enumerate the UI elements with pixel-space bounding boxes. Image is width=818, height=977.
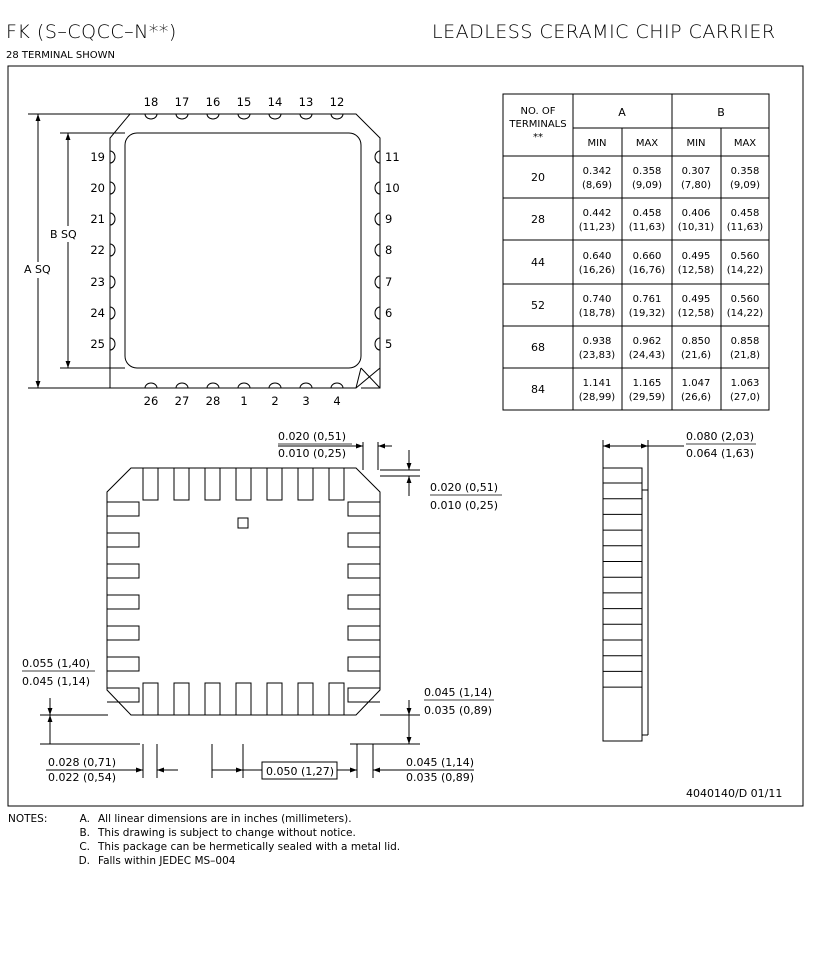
pad <box>329 468 344 500</box>
dim-pad-extent-min: 0.035 (0,89) <box>424 704 493 717</box>
table-cell-terminals: 84 <box>531 383 545 396</box>
pad <box>107 657 139 671</box>
dim-pad-pitch-gap-min: 0.022 (0,54) <box>48 771 117 784</box>
table-cell-inch: 0.962 <box>632 336 662 347</box>
pin-bump <box>207 114 219 119</box>
package-subtitle: 28 TERMINAL SHOWN <box>6 50 116 61</box>
dim-pad-length-min: 0.045 (1,14) <box>22 675 91 688</box>
pin-bump <box>110 276 115 288</box>
pin-bump <box>207 383 219 388</box>
table-cell-inch: 0.495 <box>681 251 711 262</box>
pin-number: 26 <box>143 394 159 408</box>
table-cell-mm: (21,6) <box>680 350 712 361</box>
table-cell-terminals: 28 <box>531 213 545 226</box>
table-cell-mm: (9,09) <box>729 180 761 191</box>
table-cell-terminals: 68 <box>531 341 545 354</box>
dim-height-max: 0.080 (2,03) <box>686 430 755 443</box>
pin-number: 20 <box>90 181 105 195</box>
table-cell-mm: (21,8) <box>729 350 761 361</box>
pin-number: 3 <box>302 394 310 408</box>
table-cell-inch: 0.442 <box>582 208 612 219</box>
table-header-a-max: MAX <box>635 138 659 149</box>
table-cell-mm: (27,0) <box>729 392 761 403</box>
pin-bump <box>375 151 380 163</box>
table-cell-inch: 1.063 <box>730 378 760 389</box>
pin-number: 6 <box>385 306 393 320</box>
pin-number: 1 <box>240 394 248 408</box>
pad <box>267 468 282 500</box>
table-cell-terminals: 20 <box>531 171 545 184</box>
dim-pad-width-min: 0.010 (0,25) <box>278 447 347 460</box>
dim-pad-depth-min: 0.010 (0,25) <box>430 499 499 512</box>
package-type-title: LEADLESS CERAMIC CHIP CARRIER <box>432 21 776 43</box>
table-cell-mm: (11,23) <box>578 222 616 233</box>
table-cell-inch: 0.458 <box>730 208 760 219</box>
pin-number: 5 <box>385 337 393 351</box>
table-cell-inch: 0.850 <box>681 336 711 347</box>
bottom-pads <box>107 468 380 715</box>
dim-height-min: 0.064 (1,63) <box>686 447 755 460</box>
dim-pad-extent <box>350 700 420 744</box>
top-view <box>110 114 380 388</box>
pin-bump <box>300 114 312 119</box>
pin-number: 12 <box>329 95 345 109</box>
note-letter: B. <box>79 827 90 839</box>
notes-label: NOTES: <box>8 813 48 825</box>
table-cell-inch: 0.938 <box>582 336 612 347</box>
pin-bump <box>375 338 380 350</box>
table-header-terminals-line2: TERMINALS <box>509 119 567 130</box>
drawing-frame <box>8 66 803 806</box>
pin-number: 24 <box>90 306 105 320</box>
table-cell-inch: 0.458 <box>632 208 662 219</box>
table-cell-mm: (26,6) <box>680 392 712 403</box>
table-cell-inch: 0.358 <box>632 166 662 177</box>
pad <box>348 564 380 578</box>
pin-bump <box>110 307 115 319</box>
pin-number: 8 <box>385 243 393 257</box>
drawing-id: 4040140/D 01/11 <box>686 787 783 800</box>
pad <box>348 502 380 516</box>
dim-pad-length <box>40 698 140 744</box>
pin-bump <box>238 114 250 119</box>
pin-number: 15 <box>236 95 252 109</box>
table-cell-inch: 0.858 <box>730 336 760 347</box>
table-cell-mm: (18,78) <box>578 308 616 319</box>
pin-number: 19 <box>90 150 105 164</box>
pin-bump <box>331 114 343 119</box>
table-header-a-min: MIN <box>587 138 607 149</box>
table-header-b: B <box>717 106 725 119</box>
pin-bump <box>269 383 281 388</box>
pin-bump <box>269 114 281 119</box>
table-cell-mm: (14,22) <box>726 308 764 319</box>
pin-bump <box>110 338 115 350</box>
pad <box>298 683 313 715</box>
pad <box>236 468 251 500</box>
table-cell-inch: 0.660 <box>632 251 662 262</box>
pin-bump <box>176 383 188 388</box>
table-cell-inch: 0.495 <box>681 294 711 305</box>
pad <box>298 468 313 500</box>
pad <box>107 626 139 640</box>
pad <box>205 683 220 715</box>
a-sq-label: A SQ <box>24 263 51 276</box>
table-cell-inch: 0.307 <box>681 166 711 177</box>
pin-bump <box>110 182 115 194</box>
table-header-terminals-line3: ** <box>533 132 543 143</box>
table-cell-inch: 1.047 <box>681 378 711 389</box>
table-cell-mm: (8,69) <box>581 180 613 191</box>
pin-bumps <box>110 114 380 388</box>
pin-number: 7 <box>385 275 393 289</box>
pad <box>143 683 158 715</box>
dim-pad-pitch: 0.050 (1,27) <box>266 765 335 778</box>
pin-bump <box>300 383 312 388</box>
table-cell-mm: (11,63) <box>726 222 764 233</box>
pin-number: 28 <box>205 394 221 408</box>
pad <box>236 683 251 715</box>
pin-bump <box>110 244 115 256</box>
pad <box>143 468 158 500</box>
dim-edge-min: 0.035 (0,89) <box>406 771 475 784</box>
table-cell-mm: (16,76) <box>628 265 666 276</box>
pin-number: 23 <box>90 275 105 289</box>
pin-number: 9 <box>385 212 393 226</box>
dim-pad-depth <box>380 450 420 496</box>
pin-bump <box>145 114 157 119</box>
pin-number: 18 <box>143 95 159 109</box>
pad <box>174 683 189 715</box>
pin-bump <box>110 213 115 225</box>
pin-bump <box>145 383 157 388</box>
pin-number: 25 <box>90 337 105 351</box>
table-cell-inch: 0.560 <box>730 251 760 262</box>
table-cell-inch: 1.165 <box>632 378 662 389</box>
note-text: Falls within JEDEC MS–004 <box>98 855 236 867</box>
side-view-castellations <box>603 483 642 687</box>
dim-pad-depth-max: 0.020 (0,51) <box>430 481 499 494</box>
pin-bump <box>375 307 380 319</box>
pin-bump <box>238 383 250 388</box>
table-header-b-min: MIN <box>686 138 706 149</box>
b-sq-label: B SQ <box>50 228 77 241</box>
pin-bump <box>110 151 115 163</box>
pin-number: 16 <box>205 95 221 109</box>
pad <box>107 533 139 547</box>
notes-section <box>8 812 400 868</box>
table-header-b-max: MAX <box>733 138 757 149</box>
note-text: This package can be hermetically sealed with a metal lid. <box>98 841 401 853</box>
pin-bump <box>375 244 380 256</box>
pad <box>267 683 282 715</box>
dim-pad-length-max: 0.055 (1,40) <box>22 657 91 670</box>
table-cell-inch: 0.761 <box>632 294 662 305</box>
pad <box>348 626 380 640</box>
table-cell-inch: 0.740 <box>582 294 612 305</box>
pin-number: 27 <box>174 394 190 408</box>
pin-number: 2 <box>271 394 279 408</box>
pin-number: 21 <box>90 212 105 226</box>
pin-bump <box>375 182 380 194</box>
table-cell-mm: (28,99) <box>578 392 616 403</box>
table-cell-inch: 0.560 <box>730 294 760 305</box>
table-header-a: A <box>618 106 626 119</box>
table-cell-inch: 1.141 <box>582 378 612 389</box>
pin-number: 14 <box>267 95 283 109</box>
pad <box>348 595 380 609</box>
table-cell-mm: (9,09) <box>631 180 663 191</box>
pin-number: 4 <box>333 394 341 408</box>
pin-bump <box>331 383 343 388</box>
table-cell-terminals: 44 <box>531 256 545 269</box>
pad <box>174 468 189 500</box>
table-cell-mm: (23,83) <box>578 350 616 361</box>
note-letter: D. <box>78 855 90 867</box>
note-text: This drawing is subject to change without notice. <box>98 827 356 839</box>
table-cell-inch: 0.406 <box>681 208 711 219</box>
pin-number: 22 <box>90 243 105 257</box>
pad <box>348 533 380 547</box>
pin-bump <box>176 114 188 119</box>
pin-number: 10 <box>385 181 400 195</box>
table-cell-inch: 0.342 <box>582 166 612 177</box>
pin-number: 17 <box>174 95 190 109</box>
package-title: FK (S–CQCC–N**) <box>6 21 177 43</box>
pad <box>205 468 220 500</box>
pin-bump <box>375 276 380 288</box>
dim-pad-extent-max: 0.045 (1,14) <box>424 686 493 699</box>
pad <box>107 595 139 609</box>
pin-numbers <box>90 95 399 408</box>
pad <box>107 564 139 578</box>
table-cell-mm: (10,31) <box>677 222 715 233</box>
dim-edge-max: 0.045 (1,14) <box>406 756 475 769</box>
table-cell-terminals: 52 <box>531 299 545 312</box>
pin-number: 13 <box>298 95 314 109</box>
side-view <box>603 440 684 741</box>
table-cell-mm: (16,26) <box>578 265 616 276</box>
table-cell-mm: (14,22) <box>726 265 764 276</box>
table-cell-mm: (24,43) <box>628 350 666 361</box>
note-letter: C. <box>79 841 90 853</box>
table-cell-inch: 0.640 <box>582 251 612 262</box>
table-cell-mm: (19,32) <box>628 308 666 319</box>
pin-number: 11 <box>385 150 400 164</box>
table-cell-mm: (11,63) <box>628 222 666 233</box>
dim-pad-width-max: 0.020 (0,51) <box>278 430 347 443</box>
dim-pad-pitch-gap-max: 0.028 (0,71) <box>48 756 117 769</box>
note-letter: A. <box>79 813 90 825</box>
note-text: All linear dimensions are in inches (millimeters). <box>98 813 352 825</box>
table-cell-mm: (12,58) <box>677 308 715 319</box>
pad <box>329 683 344 715</box>
pin-bump <box>375 213 380 225</box>
bottom-view <box>107 468 380 715</box>
pad <box>348 657 380 671</box>
table-cell-mm: (29,59) <box>628 392 666 403</box>
pad <box>107 502 139 516</box>
table-header-terminals-line1: NO. OF <box>520 106 556 117</box>
table-cell-inch: 0.358 <box>730 166 760 177</box>
table-cell-mm: (12,58) <box>677 265 715 276</box>
table-cell-mm: (7,80) <box>680 180 712 191</box>
